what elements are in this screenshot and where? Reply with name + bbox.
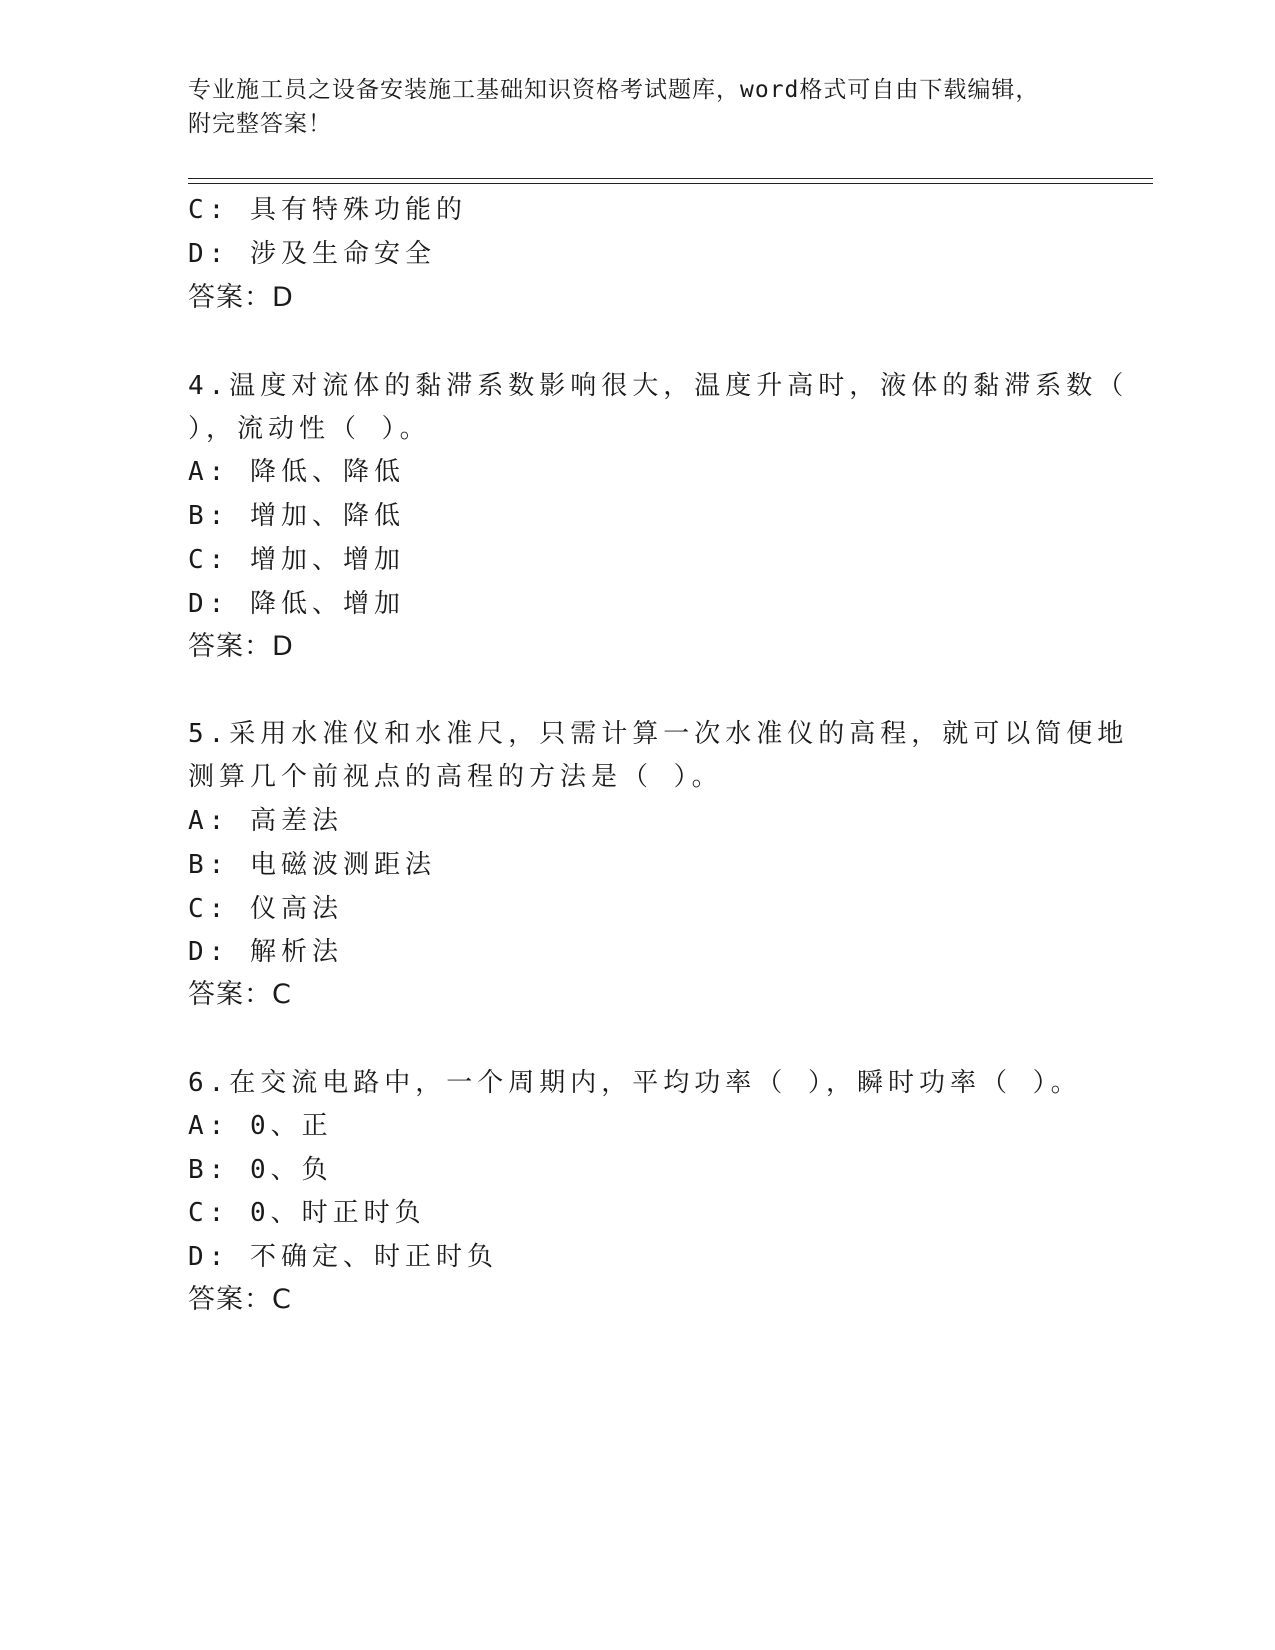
- q4-stem-line-2: ），流动性（ ）。: [188, 414, 431, 444]
- q4-option-d: D: 降低、增加: [188, 589, 405, 619]
- q6-stem-line-1: 6.在交流电路中，一个周期内，平均功率（ ），瞬时功率（ ）。: [188, 1068, 1082, 1098]
- header-line-1: 专业施工员之设备安装施工基础知识资格考试题库，word格式可自由下载编辑，: [188, 77, 1040, 103]
- q3-option-c: C: 具有特殊功能的: [188, 195, 467, 225]
- document-header: [188, 73, 1088, 141]
- q5-option-a: A: 高差法: [188, 806, 343, 836]
- q6-answer: 答案：C: [188, 1284, 292, 1315]
- q4-option-a: A: 降低、降低: [188, 457, 405, 487]
- q4-option-c: C: 增加、增加: [188, 545, 405, 575]
- header-divider-bottom: [188, 183, 1153, 184]
- q4-stem-line-1: 4.温度对流体的黏滞系数影响很大，温度升高时，液体的黏滞系数（: [188, 371, 1129, 401]
- q4-answer: 答案：D: [188, 631, 294, 662]
- q6-option-a: A: 0、正: [188, 1111, 333, 1141]
- q5-option-d: D: 解析法: [188, 937, 343, 967]
- q6-option-b: B: 0、负: [188, 1155, 333, 1185]
- q6-option-c: C: 0、时正时负: [188, 1198, 426, 1228]
- q5-stem-line-1: 5.采用水准仪和水准尺，只需计算一次水准仪的高程，就可以简便地: [188, 719, 1129, 749]
- q5-option-c: C: 仪高法: [188, 894, 343, 924]
- header-divider-top: [188, 178, 1153, 179]
- q5-option-b: B: 电磁波测距法: [188, 850, 436, 880]
- q5-answer: 答案：C: [188, 979, 292, 1010]
- q6-option-d: D: 不确定、时正时负: [188, 1242, 498, 1272]
- q3-answer: 答案：D: [188, 282, 294, 313]
- q3-option-d: D: 涉及生命安全: [188, 239, 436, 269]
- header-line-2: 附完整答案！: [188, 111, 332, 137]
- q4-option-b: B: 增加、降低: [188, 501, 405, 531]
- q5-stem-line-2: 测算几个前视点的高程的方法是（ ）。: [188, 762, 723, 792]
